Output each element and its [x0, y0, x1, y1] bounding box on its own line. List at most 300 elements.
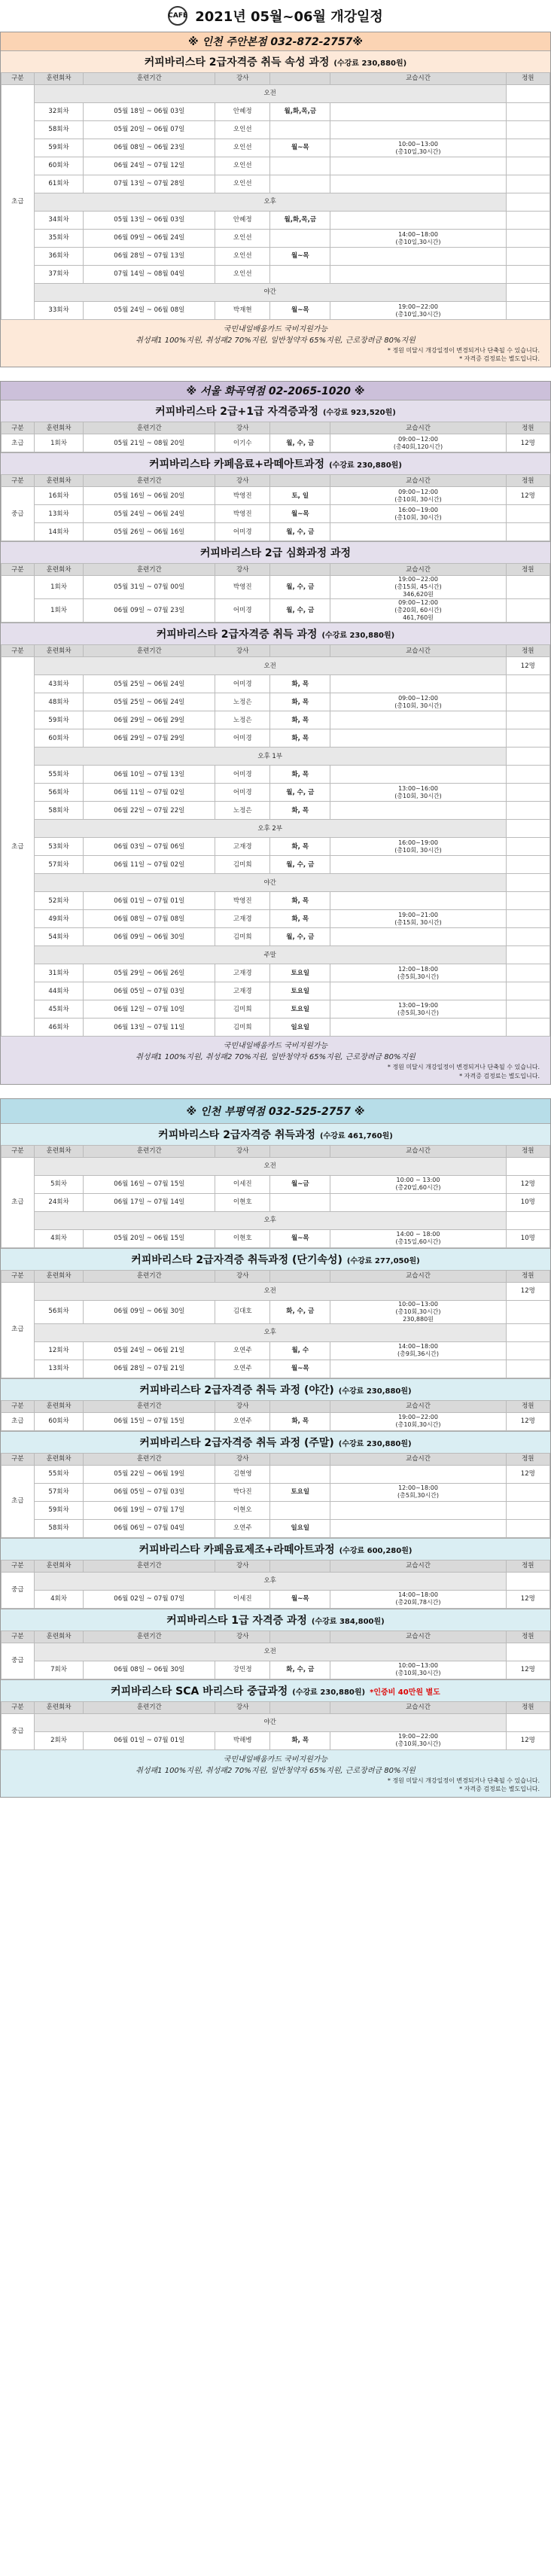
column-header: 정원 [506, 1560, 549, 1572]
capacity [506, 1323, 549, 1341]
training-period: 06월 08일 ~ 06월 30일 [84, 1661, 215, 1679]
instructor-name: 고재경 [215, 838, 270, 856]
column-header: 훈련회차 [34, 1453, 84, 1465]
column-header: 훈련기간 [84, 475, 215, 487]
table-row [2, 982, 550, 1000]
time-slot-row [2, 874, 550, 892]
course-title [1, 1123, 550, 1145]
capacity [506, 784, 549, 802]
campus-list [0, 32, 551, 1798]
session-number: 48회차 [34, 693, 84, 711]
capacity [506, 266, 549, 284]
training-period: 06월 24일 ~ 07월 12일 [84, 157, 215, 175]
course-fee: (수강료 384,800원) [311, 1617, 385, 1626]
capacity [506, 193, 549, 212]
class-time [330, 1501, 506, 1519]
class-days: 화, 목 [270, 892, 330, 910]
capacity [506, 748, 549, 766]
time-slot-label: 오후 1부 [34, 748, 506, 766]
time-slot-row [2, 1282, 550, 1300]
table-row [2, 103, 550, 121]
capacity: 12명 [506, 1465, 549, 1483]
table-row [2, 802, 550, 820]
level-cell: 초급 [2, 1157, 35, 1247]
column-header: 강사 [215, 1400, 270, 1412]
column-header: 정원 [506, 564, 549, 576]
column-header [270, 1270, 330, 1282]
capacity [506, 230, 549, 248]
instructor-name: 오인선 [215, 175, 270, 193]
column-header: 정원 [506, 645, 549, 657]
time-slot-row [2, 820, 550, 838]
table-row [2, 928, 550, 946]
capacity [506, 693, 549, 711]
table-row [2, 505, 550, 523]
time-slot-label: 오후 [34, 193, 506, 212]
capacity [506, 838, 549, 856]
session-number: 59회차 [34, 139, 84, 157]
column-header: 강사 [215, 1453, 270, 1465]
session-number: 60회차 [34, 729, 84, 748]
class-days: 화, 목 [270, 838, 330, 856]
class-days: 월~목 [270, 248, 330, 266]
instructor-name: 오인선 [215, 157, 270, 175]
training-period: 05월 24일 ~ 06월 21일 [84, 1341, 215, 1360]
column-header: 교습시간 [330, 564, 506, 576]
training-period: 05월 16일 ~ 06월 20일 [84, 487, 215, 505]
header-row [2, 475, 550, 487]
class-days: 토요일 [270, 964, 330, 982]
session-number: 31회차 [34, 964, 84, 982]
class-time [330, 1019, 506, 1037]
class-time: 13:00~16:00 (총10회, 30시간) [330, 784, 506, 802]
instructor-name: 고재경 [215, 982, 270, 1000]
capacity [506, 964, 549, 982]
time-slot-label: 야간 [34, 284, 506, 302]
header-row [2, 1453, 550, 1465]
instructor-name: 어미경 [215, 766, 270, 784]
capacity [506, 1300, 549, 1323]
table-row [2, 838, 550, 856]
class-days: 월~목 [270, 1590, 330, 1608]
time-slot-row [2, 284, 550, 302]
schedule-table [1, 1560, 550, 1609]
capacity [506, 820, 549, 838]
column-header: 훈련회차 [34, 475, 84, 487]
session-number: 14회차 [34, 523, 84, 541]
training-period: 06월 05일 ~ 07월 03일 [84, 982, 215, 1000]
capacity [506, 910, 549, 928]
training-period: 06월 01일 ~ 07월 01일 [84, 1731, 215, 1749]
instructor-name: 박다진 [215, 1483, 270, 1501]
table-row [2, 1341, 550, 1360]
training-period: 06월 02일 ~ 07월 07일 [84, 1590, 215, 1608]
course-title [1, 1248, 550, 1270]
session-number: 49회차 [34, 910, 84, 928]
column-header: 정원 [506, 1400, 549, 1412]
column-header: 교습시간 [330, 1631, 506, 1643]
course-name: 커피바리스타 2급+1급 자격증과정 [155, 406, 318, 419]
header-row [2, 73, 550, 85]
session-number: 24회차 [34, 1193, 84, 1211]
time-slot-row [2, 1211, 550, 1229]
column-header: 정원 [506, 73, 549, 85]
class-time [330, 121, 506, 139]
column-header: 구분 [2, 422, 35, 434]
class-time [330, 711, 506, 729]
table-row [2, 910, 550, 928]
training-period: 06월 11일 ~ 07월 02일 [84, 856, 215, 874]
table-row [2, 523, 550, 541]
session-number: 45회차 [34, 1000, 84, 1019]
course-title [1, 623, 550, 644]
session-number: 58회차 [34, 802, 84, 820]
class-days: 월~목 [270, 505, 330, 523]
capacity [506, 1157, 549, 1175]
column-header: 강사 [215, 1560, 270, 1572]
class-time: 12:00~18:00 (총5회,30시간) [330, 1483, 506, 1501]
class-days [270, 157, 330, 175]
course-fee: (수강료 230,880원) [329, 461, 402, 470]
column-header: 정원 [506, 1270, 549, 1282]
table-row [2, 599, 550, 623]
training-period: 05월 25일 ~ 06월 24일 [84, 693, 215, 711]
class-days: 월~목 [270, 1360, 330, 1378]
training-period: 06월 06일 ~ 07월 04일 [84, 1519, 215, 1537]
notice-fine-print: * 정원 미달시 개강일정이 변경되거나 단축될 수 있습니다. * 자격증 검정료는 별도입니다. [387, 347, 540, 363]
table-row [2, 1019, 550, 1037]
capacity: 12명 [506, 1731, 549, 1749]
logo-icon: CAFE [168, 6, 187, 26]
training-period: 06월 17일 ~ 07월 14일 [84, 1193, 215, 1211]
instructor-name: 오연주 [215, 1341, 270, 1360]
header-row [2, 1145, 550, 1157]
column-header: 강사 [215, 422, 270, 434]
column-header: 구분 [2, 1400, 35, 1412]
instructor-name: 오연주 [215, 1360, 270, 1378]
capacity [506, 729, 549, 748]
column-header: 구분 [2, 1560, 35, 1572]
class-time: 19:00~22:00 (총10회,30시간) [330, 1412, 506, 1430]
capacity [506, 675, 549, 693]
training-period: 06월 09일 ~ 06월 24일 [84, 230, 215, 248]
class-days: 월, 수, 금 [270, 576, 330, 599]
table-row [2, 1175, 550, 1193]
column-header: 훈련회차 [34, 1270, 84, 1282]
session-number: 37회차 [34, 266, 84, 284]
column-header [270, 422, 330, 434]
column-header: 훈련기간 [84, 422, 215, 434]
capacity [506, 157, 549, 175]
column-header: 정원 [506, 475, 549, 487]
class-time [330, 856, 506, 874]
training-period: 05월 29일 ~ 06월 26일 [84, 964, 215, 982]
column-header: 강사 [215, 1145, 270, 1157]
class-time [330, 1193, 506, 1211]
column-header [270, 1701, 330, 1713]
training-period: 06월 11일 ~ 07월 02일 [84, 784, 215, 802]
table-row [2, 1412, 550, 1430]
column-header: 구분 [2, 564, 35, 576]
table-row [2, 1661, 550, 1679]
instructor-name: 박해병 [215, 1731, 270, 1749]
column-header [270, 1631, 330, 1643]
class-days [270, 1465, 330, 1483]
instructor-name: 이기수 [215, 434, 270, 452]
capacity [506, 928, 549, 946]
column-header: 강사 [215, 564, 270, 576]
training-period: 05월 21일 ~ 08월 20일 [84, 434, 215, 452]
capacity [506, 1000, 549, 1019]
capacity: 12명 [506, 1282, 549, 1300]
table-row [2, 434, 550, 452]
session-number: 5회차 [34, 1175, 84, 1193]
column-header [270, 1453, 330, 1465]
class-time [330, 1519, 506, 1537]
instructor-name: 이현호 [215, 1193, 270, 1211]
capacity: 12명 [506, 434, 549, 452]
table-row [2, 1501, 550, 1519]
training-period: 05월 31일 ~ 07월 00일 [84, 576, 215, 599]
capacity [506, 103, 549, 121]
funding-notice [1, 320, 550, 367]
notice-title: 국민내일배움카드 국비지원가능 [223, 325, 328, 333]
capacity [506, 1211, 549, 1229]
course-name: 커피바리스타 1급 자격증 과정 [166, 1614, 307, 1627]
table-row [2, 1483, 550, 1501]
column-header [270, 564, 330, 576]
table-row [2, 675, 550, 693]
session-number: 35회차 [34, 230, 84, 248]
course-title [1, 1609, 550, 1631]
training-period: 06월 12일 ~ 07월 10일 [84, 1000, 215, 1019]
capacity [506, 1713, 549, 1731]
column-header: 훈련기간 [84, 1270, 215, 1282]
column-header: 훈련회차 [34, 645, 84, 657]
column-header: 강사 [215, 645, 270, 657]
table-row [2, 1229, 550, 1247]
capacity [506, 711, 549, 729]
instructor-name: 고재경 [215, 910, 270, 928]
class-days: 월, 수, 금 [270, 599, 330, 623]
column-header: 교습시간 [330, 475, 506, 487]
instructor-name: 박영진 [215, 487, 270, 505]
capacity [506, 1019, 549, 1037]
class-days: 월,화,목,금 [270, 212, 330, 230]
time-slot-label: 오후 [34, 1572, 506, 1590]
session-number: 33회차 [34, 302, 84, 320]
class-time: 12:00~18:00 (총5회,30시간) [330, 964, 506, 982]
class-time: 19:00~22:00 (총10일,30시간) [330, 302, 506, 320]
class-days: 화, 목 [270, 693, 330, 711]
class-days: 월,화,목,금 [270, 103, 330, 121]
session-number: 44회차 [34, 982, 84, 1000]
session-number: 59회차 [34, 1501, 84, 1519]
course-name: 커피바리스타 2급 심화과정 과정 [199, 547, 352, 560]
capacity [506, 1519, 549, 1537]
column-header: 교습시간 [330, 73, 506, 85]
column-header: 구분 [2, 1145, 35, 1157]
training-period: 06월 09일 ~ 06월 30일 [84, 928, 215, 946]
capacity [506, 1501, 549, 1519]
session-number: 7회차 [34, 1661, 84, 1679]
class-time [330, 982, 506, 1000]
instructor-name: 어미경 [215, 523, 270, 541]
time-slot-row [2, 1157, 550, 1175]
course-name: 커피바리스타 2급자격증 취득 과정 [156, 629, 318, 641]
schedule-table [1, 72, 550, 320]
notice-text: 취성패1 100%지원, 취성패2 70%지원, 일반청약자 65%지원, 근로장려금 80%지원 [135, 1053, 416, 1062]
campus-header: ※ 인천 주안본점 032-872-2757※ [1, 32, 550, 50]
course-name: 커피바리스타 2급자격증 취득 과정 (주말) [139, 1436, 334, 1449]
time-slot-row [2, 193, 550, 212]
class-days: 토요일 [270, 982, 330, 1000]
session-number: 59회차 [34, 711, 84, 729]
header-row [2, 422, 550, 434]
capacity: 12명 [506, 1661, 549, 1679]
column-header: 교습시간 [330, 1145, 506, 1157]
class-days: 일요일 [270, 1519, 330, 1537]
table-row [2, 964, 550, 982]
training-period: 07월 14일 ~ 08월 04일 [84, 266, 215, 284]
time-slot-label: 오후 2부 [34, 820, 506, 838]
campus-header: ※ 인천 부평역점 032-525-2757 ※ [1, 1099, 550, 1123]
class-days: 월~금 [270, 1175, 330, 1193]
notice-fine-print: * 정원 미달시 개강일정이 변경되거나 단축될 수 있습니다. * 자격증 검정료는 별도입니다. [387, 1064, 540, 1079]
class-days: 화, 목 [270, 711, 330, 729]
column-header: 정원 [506, 422, 549, 434]
class-time: 09:00~12:00 (총10회, 30시간) [330, 693, 506, 711]
class-time: 14:00~18:00 (총10일,30시간) [330, 230, 506, 248]
class-time: 16:00~19:00 (총10회, 30시간) [330, 838, 506, 856]
schedule-table [1, 644, 550, 1037]
class-days: 화, 수, 금 [270, 1661, 330, 1679]
course-fee: (수강료 230,880원) [338, 1387, 412, 1396]
course-name: 커피바리스타 카페음료제조+라떼아트과정 [139, 1543, 335, 1556]
column-header: 구분 [2, 1270, 35, 1282]
column-header: 교습시간 [330, 1701, 506, 1713]
instructor-name: 어미경 [215, 784, 270, 802]
class-days: 일요일 [270, 1019, 330, 1037]
instructor-name: 이세진 [215, 1175, 270, 1193]
column-header: 훈련회차 [34, 1400, 84, 1412]
table-row [2, 1465, 550, 1483]
column-header [270, 645, 330, 657]
class-days: 월~목 [270, 302, 330, 320]
instructor-name: 박영진 [215, 892, 270, 910]
instructor-name: 오인선 [215, 248, 270, 266]
session-number: 16회차 [34, 487, 84, 505]
training-period: 06월 05일 ~ 07월 03일 [84, 1483, 215, 1501]
course-fee: (수강료 230,880원) [338, 1439, 412, 1448]
training-period: 06월 03일 ~ 07월 06일 [84, 838, 215, 856]
session-number: 55회차 [34, 766, 84, 784]
class-time [330, 266, 506, 284]
class-days: 화, 목 [270, 802, 330, 820]
class-time: 10:00~13:00 (총10일,30시간) [330, 139, 506, 157]
table-row [2, 175, 550, 193]
level-cell: 중급 [2, 1572, 35, 1608]
capacity: 10명 [506, 1229, 549, 1247]
instructor-name: 어미경 [215, 599, 270, 623]
column-header: 정원 [506, 1145, 549, 1157]
class-time: 10:00~13:00 (총10회,30시간) [330, 1661, 506, 1679]
column-header [270, 1560, 330, 1572]
capacity: 10명 [506, 1193, 549, 1211]
table-row [2, 266, 550, 284]
instructor-name: 박영진 [215, 576, 270, 599]
column-header: 교습시간 [330, 1453, 506, 1465]
instructor-name: 어미경 [215, 729, 270, 748]
class-time: 19:00~22:00 (총10회,30시간) [330, 1731, 506, 1749]
course-name: 커피바리스타 2급자격증 취득과정 [158, 1128, 315, 1141]
class-time: 19:00~21:00 (총15회, 30시간) [330, 910, 506, 928]
session-number: 43회차 [34, 675, 84, 693]
time-slot-label: 오전 [34, 1282, 506, 1300]
notice-text: 취성패1 100%지원, 취성패2 70%지원, 일반청약자 65%지원, 근로장려금 80%지원 [135, 1766, 416, 1775]
training-period: 05월 22일 ~ 06월 19일 [84, 1465, 215, 1483]
instructor-name: 노정은 [215, 693, 270, 711]
class-days [270, 1193, 330, 1211]
class-days: 화, 목 [270, 729, 330, 748]
session-number: 36회차 [34, 248, 84, 266]
header-row [2, 1400, 550, 1412]
course-fee-extra: *인증비 40만원 별도 [370, 1688, 440, 1697]
column-header: 훈련회차 [34, 1631, 84, 1643]
time-slot-label: 오전 [34, 1643, 506, 1661]
column-header: 강사 [215, 475, 270, 487]
course-title [1, 452, 550, 474]
class-days: 토요일 [270, 1483, 330, 1501]
column-header: 정원 [506, 1701, 549, 1713]
class-time [330, 675, 506, 693]
schedule-table [1, 1400, 550, 1431]
column-header: 강사 [215, 1631, 270, 1643]
class-time: 13:00~19:00 (총5회,30시간) [330, 1000, 506, 1019]
training-period: 05월 20일 ~ 06월 15일 [84, 1229, 215, 1247]
training-period: 06월 28일 ~ 07월 21일 [84, 1360, 215, 1378]
class-time [330, 103, 506, 121]
session-number: 1회차 [34, 434, 84, 452]
header-row [2, 1631, 550, 1643]
capacity: 12명 [506, 1590, 549, 1608]
session-number: 4회차 [34, 1229, 84, 1247]
class-time: 10:00 ~ 13:00 (총20일,60시간) [330, 1175, 506, 1193]
column-header: 훈련회차 [34, 422, 84, 434]
time-slot-row [2, 1713, 550, 1731]
column-header: 훈련기간 [84, 1400, 215, 1412]
class-days: 화, 목 [270, 910, 330, 928]
capacity: 12명 [506, 1412, 549, 1430]
table-row [2, 248, 550, 266]
training-period: 06월 19일 ~ 07월 17일 [84, 1501, 215, 1519]
course-name: 커피바리스타 카페음료+라떼아트과정 [149, 458, 325, 471]
campus-section [0, 1098, 551, 1798]
instructor-name: 고재경 [215, 964, 270, 982]
column-header: 구분 [2, 1453, 35, 1465]
instructor-name: 오인선 [215, 121, 270, 139]
instructor-name: 노정은 [215, 802, 270, 820]
time-slot-row [2, 1643, 550, 1661]
capacity [506, 284, 549, 302]
capacity [506, 505, 549, 523]
instructor-name: 김미희 [215, 1019, 270, 1037]
schedule-table [1, 1701, 550, 1750]
table-row [2, 157, 550, 175]
training-period: 05월 26일 ~ 06월 16일 [84, 523, 215, 541]
capacity [506, 576, 549, 599]
session-number: 55회차 [34, 1465, 84, 1483]
